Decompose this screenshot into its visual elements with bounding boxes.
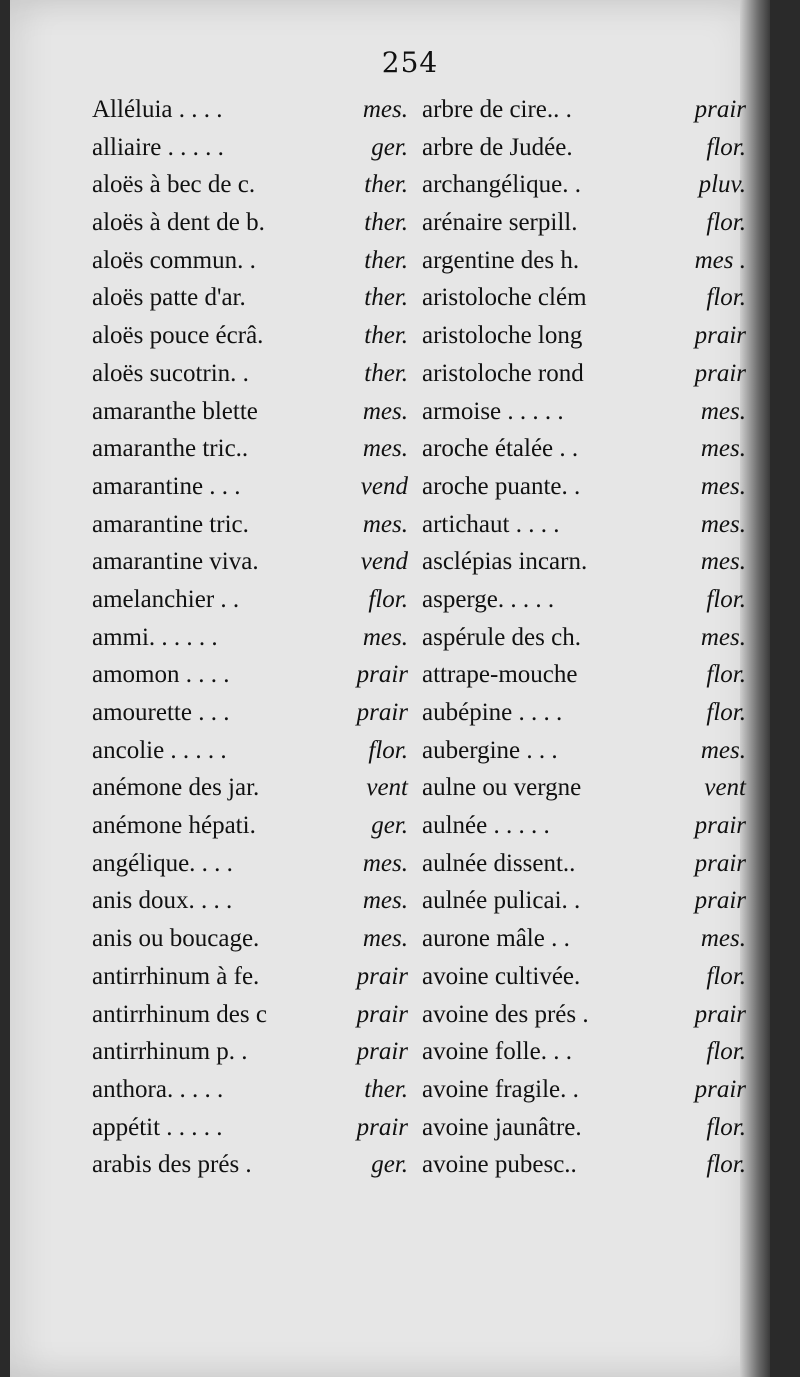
entry-row bbox=[422, 96, 746, 134]
entry-row bbox=[92, 661, 416, 699]
entry-row bbox=[92, 96, 416, 134]
entry-term: Alléluia . . . . bbox=[92, 96, 223, 123]
entry-row bbox=[92, 774, 416, 812]
entry-row bbox=[422, 548, 746, 586]
entry-row bbox=[422, 887, 746, 925]
entry-season: flor. bbox=[706, 133, 746, 161]
entry-row bbox=[422, 586, 746, 624]
entry-term: amelanchier . . bbox=[92, 585, 240, 613]
entry-season: mes. bbox=[700, 472, 746, 500]
entry-row bbox=[422, 699, 746, 737]
entry-season: prair bbox=[356, 661, 408, 689]
entry-term: avoine cultivée. bbox=[422, 962, 581, 990]
entry-row bbox=[422, 435, 746, 473]
entry-season: prair bbox=[356, 962, 408, 990]
entry-term: antirrhinum à fe. bbox=[92, 962, 260, 990]
entry-season: flor. bbox=[706, 1038, 746, 1066]
entry-season: pluv. bbox=[698, 171, 746, 199]
entry-row bbox=[92, 209, 416, 247]
entry-row bbox=[92, 925, 416, 963]
entry-term: amomon . . . . bbox=[92, 661, 230, 689]
entry-row bbox=[92, 1114, 416, 1152]
entry-row bbox=[92, 1076, 416, 1114]
entry-term: anémone des jar. bbox=[92, 774, 260, 802]
entry-season: mes. bbox=[700, 736, 746, 764]
entry-season: mes. bbox=[362, 623, 408, 651]
entry-term: attrape-mouche bbox=[422, 661, 578, 689]
entry-season: prair bbox=[694, 96, 746, 123]
entry-row bbox=[422, 1076, 746, 1114]
entry-season: flor. bbox=[706, 661, 746, 689]
entry-season: ger. bbox=[371, 133, 408, 161]
entry-season: vend bbox=[360, 548, 408, 576]
entry-season: mes. bbox=[700, 548, 746, 576]
entry-row bbox=[92, 322, 416, 360]
entry-row bbox=[92, 699, 416, 737]
entry-row bbox=[92, 473, 416, 511]
entry-term: aulnée dissent.. bbox=[422, 849, 576, 877]
entry-term: amaranthe tric.. bbox=[92, 435, 249, 463]
entry-season: flor. bbox=[368, 585, 408, 613]
entry-term: aulnée pulicai. . bbox=[422, 887, 581, 915]
entry-row bbox=[422, 360, 746, 398]
entry-row bbox=[92, 1038, 416, 1076]
entry-season: vent bbox=[366, 774, 408, 802]
entry-season: prair bbox=[694, 322, 746, 350]
entry-row bbox=[92, 737, 416, 775]
entry-row bbox=[422, 1038, 746, 1076]
entry-season: flor. bbox=[706, 1151, 746, 1179]
entry-season: mes. bbox=[700, 397, 746, 425]
entry-term: alliaire . . . . . bbox=[92, 133, 224, 161]
entry-row bbox=[92, 1151, 416, 1189]
entry-term: avoine folle. . . bbox=[422, 1038, 572, 1066]
entry-season: prair bbox=[694, 1000, 746, 1028]
entry-term: argentine des h. bbox=[422, 246, 580, 274]
entry-term: aloës sucotrin. . bbox=[92, 359, 249, 387]
entry-row bbox=[422, 661, 746, 699]
entry-season: mes. bbox=[362, 435, 408, 463]
entry-row bbox=[422, 134, 746, 172]
entry-term: arénaire serpill. bbox=[422, 209, 578, 237]
entry-season: mes. bbox=[700, 623, 746, 651]
entry-term: anémone hépati. bbox=[92, 812, 256, 840]
entry-term: aloës à dent de b. bbox=[92, 209, 265, 237]
entry-term: armoise . . . . . bbox=[422, 397, 564, 425]
entry-term: aristoloche rond bbox=[422, 359, 584, 387]
entry-season: flor. bbox=[706, 284, 746, 312]
entry-row bbox=[92, 511, 416, 549]
entry-season: ther. bbox=[364, 246, 408, 274]
entry-season: vend bbox=[360, 472, 408, 500]
entry-row bbox=[92, 963, 416, 1001]
entry-row bbox=[92, 812, 416, 850]
entry-row bbox=[422, 473, 746, 511]
entry-term: antirrhinum p. . bbox=[92, 1038, 248, 1066]
entry-row bbox=[422, 511, 746, 549]
entry-term: anthora. . . . . bbox=[92, 1075, 224, 1103]
entry-season: prair bbox=[694, 359, 746, 387]
entry-season: flor. bbox=[368, 736, 408, 764]
entry-term: amaranthe blette bbox=[92, 397, 258, 425]
entry-season: mes. bbox=[362, 887, 408, 915]
entry-term: aspérule des ch. bbox=[422, 623, 581, 651]
entry-season: prair bbox=[356, 1113, 408, 1141]
entry-term: avoine jaunâtre. bbox=[422, 1113, 582, 1141]
entry-season: mes . bbox=[694, 246, 746, 274]
entry-row bbox=[92, 360, 416, 398]
entry-term: amourette . . . bbox=[92, 699, 230, 726]
entry-season: prair bbox=[694, 1075, 746, 1103]
entry-season: mes. bbox=[362, 510, 408, 538]
right-column bbox=[422, 96, 746, 1189]
entry-season: vent bbox=[704, 774, 746, 802]
entry-term: ammi. . . . . . bbox=[92, 623, 218, 651]
entry-term: appétit . . . . . bbox=[92, 1113, 223, 1141]
entry-season: flor. bbox=[706, 1113, 746, 1141]
entry-term: asperge. . . . . bbox=[422, 585, 555, 613]
entry-term: amarantine tric. bbox=[92, 510, 249, 538]
entry-term: antirrhinum des c bbox=[92, 1000, 267, 1028]
entry-term: aroche puante. . bbox=[422, 472, 581, 500]
entry-term: ancolie . . . . . bbox=[92, 736, 227, 764]
entry-season: ther. bbox=[364, 359, 408, 387]
entry-row bbox=[422, 247, 746, 285]
entry-term: arbre de cire.. . bbox=[422, 96, 572, 123]
entry-row bbox=[92, 850, 416, 888]
entry-row bbox=[422, 737, 746, 775]
entry-row bbox=[422, 209, 746, 247]
entry-term: aurone mâle . . bbox=[422, 925, 570, 953]
entry-term: avoine pubesc.. bbox=[422, 1151, 577, 1179]
page-number: 254 bbox=[381, 46, 439, 79]
entry-row bbox=[422, 1114, 746, 1152]
entry-term: aristoloche clém bbox=[422, 284, 587, 312]
entry-season: mes. bbox=[362, 96, 408, 123]
entry-row bbox=[92, 586, 416, 624]
entry-term: aloës patte d'ar. bbox=[92, 284, 246, 312]
entry-season: ger. bbox=[371, 812, 408, 840]
entry-row bbox=[92, 247, 416, 285]
entry-row bbox=[422, 1151, 746, 1189]
entry-season: mes. bbox=[362, 849, 408, 877]
entry-term: arbre de Judée. bbox=[422, 133, 573, 161]
entry-row bbox=[422, 963, 746, 1001]
entry-term: asclépias incarn. bbox=[422, 548, 588, 576]
entry-season: ger. bbox=[371, 1151, 408, 1179]
entry-term: amarantine viva. bbox=[92, 548, 259, 576]
entry-season: mes. bbox=[362, 925, 408, 953]
entry-term: anis ou boucage. bbox=[92, 925, 260, 953]
entry-row bbox=[92, 435, 416, 473]
entry-term: archangélique. . bbox=[422, 171, 581, 199]
entry-season: ther. bbox=[364, 171, 408, 199]
entry-term: aubépine . . . . bbox=[422, 699, 563, 726]
entry-season: mes. bbox=[700, 435, 746, 463]
entry-row bbox=[422, 1001, 746, 1039]
entry-row bbox=[92, 398, 416, 436]
entry-row bbox=[422, 774, 746, 812]
entry-term: angélique. . . . bbox=[92, 849, 233, 877]
entry-term: avoine fragile. . bbox=[422, 1075, 579, 1103]
entry-season: prair bbox=[356, 699, 408, 726]
entry-season: flor. bbox=[706, 209, 746, 237]
entry-season: mes. bbox=[700, 510, 746, 538]
entry-row bbox=[92, 887, 416, 925]
entry-row bbox=[422, 284, 746, 322]
entry-season: mes. bbox=[362, 397, 408, 425]
entry-term: amarantine . . . bbox=[92, 472, 241, 500]
entry-season: mes. bbox=[700, 925, 746, 953]
entry-row bbox=[92, 134, 416, 172]
entry-term: aloës pouce écrâ. bbox=[92, 322, 264, 350]
entry-season: flor. bbox=[706, 585, 746, 613]
entry-term: aubergine . . . bbox=[422, 736, 558, 764]
entry-row bbox=[92, 624, 416, 662]
entry-term: arabis des prés . bbox=[92, 1151, 252, 1179]
entry-season: prair bbox=[356, 1000, 408, 1028]
entry-season: ther. bbox=[364, 284, 408, 312]
entry-season: ther. bbox=[364, 1075, 408, 1103]
entry-term: avoine des prés . bbox=[422, 1000, 589, 1028]
entry-season: prair bbox=[694, 812, 746, 840]
entry-row bbox=[422, 171, 746, 209]
entry-row bbox=[422, 398, 746, 436]
entry-term: artichaut . . . . bbox=[422, 510, 560, 538]
entry-season: flor. bbox=[706, 962, 746, 990]
entry-row bbox=[422, 322, 746, 360]
entry-row bbox=[92, 1001, 416, 1039]
entry-term: anis doux. . . . bbox=[92, 887, 233, 915]
entry-season: ther. bbox=[364, 322, 408, 350]
entry-row bbox=[422, 624, 746, 662]
entry-term: aroche étalée . . bbox=[422, 435, 579, 463]
entry-term: aristoloche long bbox=[422, 322, 583, 350]
entry-season: prair bbox=[694, 887, 746, 915]
entry-term: aulnée . . . . . bbox=[422, 812, 550, 840]
entry-row bbox=[422, 812, 746, 850]
entry-term: aloës commun. . bbox=[92, 246, 256, 274]
entry-season: prair bbox=[356, 1038, 408, 1066]
entry-season: ther. bbox=[364, 209, 408, 237]
entry-term: aloës à bec de c. bbox=[92, 171, 256, 199]
entry-season: flor. bbox=[706, 699, 746, 726]
entry-term: aulne ou vergne bbox=[422, 774, 582, 802]
entry-row bbox=[92, 548, 416, 586]
entry-row bbox=[92, 171, 416, 209]
entry-season: prair bbox=[694, 849, 746, 877]
entry-row bbox=[92, 284, 416, 322]
entry-row bbox=[422, 925, 746, 963]
left-column bbox=[92, 96, 416, 1189]
entry-row bbox=[422, 850, 746, 888]
